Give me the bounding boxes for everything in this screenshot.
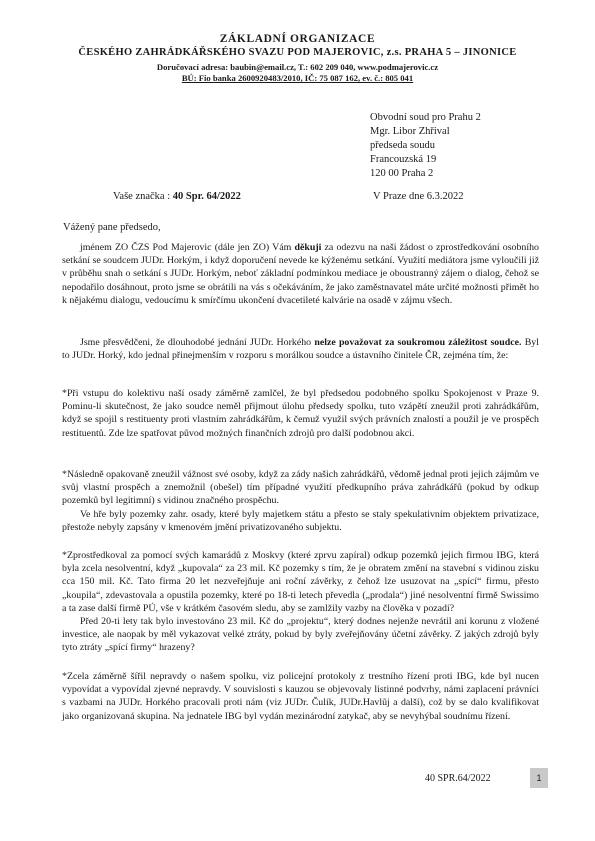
reference-number: Vaše značka : 40 Spr. 64/2022 (113, 191, 241, 202)
page-number: 1 (530, 768, 548, 788)
paragraph-ibg: *Zprostředkoval za pomocí svých kamarádů z Moskvy (které zprvu zapíral) odkup pozemků jejich firmou IBG, která byla zcela nesolventní, když „kupovala“ za 23 mil. Kč pozemky s tím, že je obratem změní na stavební s vidinou zisku cca 150 mil. Kč. Tato firma 20 let nezveřejňuje ani roční závěrky, z čehož lze usuzovat na „spící“ firmu, přesto „koupila“, zdevastovala a opustila pozemky, které po 18-ti letech převedla („prodala“) jiné nesolventní firmě Swissimo a ta zase další firmě PÚ, vše v krátkém časovém sledu, aby se zamlžily vazby na člověka v pozadí? Před 20-ti lety tak bylo investováno 23 mil. Kč do „projektu“, který dodnes nejenže nevrátil ani korunu z vložené investice, ale naopak by měl vykazovat velké ztráty, pokud by byly zveřejňovány účetní závěrky. Z jakých zdrojů byly tyto ztráty „spící firmy“ hrazeny? (62, 550, 539, 654)
salutation: Vážený pane předsedo, (63, 222, 161, 233)
org-name: ČESKÉHO ZAHRÁDKÁŘSKÉHO SVAZU POD MAJEROVIC, z.s. PRAHA 5 – JINONICE (78, 47, 517, 58)
paragraph-thanks: jménem ZO ČZS Pod Majerovic (dále jen ZO) Vám děkuji za odezvu na naši žádost o zprostředkování osobního setkání se soudcem JUDr. Horkým, i když doporučení nevede ke kýženému setkání. Využití mediátora jsme vyloučili již v průběhu snah o setkání s JUDr. Horkým, neboť základní podmínkou mediace je oboustranný zájem o dialog, čehož se nepodařilo dosáhnout, proto jsme se obrátili na vás s očekáváním, že jako zaměstnavatel máte určité možnosti přimět ho k nějakému dialogu, vedoucímu k smírčímu ukončení dvacetileté kalvárie na osadě v zájmu všech. (62, 242, 539, 306)
org-title: ZÁKLADNÍ ORGANIZACE (219, 33, 376, 45)
recipient-line-name: Mgr. Libor Zhřival (370, 126, 450, 137)
recipient-line-city: 120 00 Praha 2 (370, 168, 434, 179)
paragraph-abuse: *Následně opakovaně zneužil vážnost své osoby, když za zády našich zahrádkářů, vědomě jednal proti jejich zájmům ve svůj vlastní prospěch a znemožnil (obešel) tím případné využití předkupního práva zahrádkářů (pokud by odkup pozemků byl legitimní) s vidinou značného prospěchu. Ve hře byly pozemky zahr. osady, které byly majetkem státu a přesto se staly spekulativním objektem privatizace, přestože nebyly zapsány v kmenovém jmění privatizovaného subjektu. (62, 469, 539, 533)
paragraph-falsehoods: *Zcela záměrně šířil nepravdy o našem spolku, viz policejní protokoly z trestního řízení proti IBG, kde byl nucen vypovídat a vypovídal zjevné nepravdy. V souvislosti s kauzou se objevovaly listinné podvrhy, námi zaplacení právníci s vazbami na JUDr. Horkého pracovali proti nám (viz JUDr. Čulík, JUDr.Havlůj a další), což by se dalo kvalifikovat jako organizovaná skupina. Na jednatele IBG byl vydán mezinárodní zatykač, aby se nevyhýbal soudnímu řízení. (62, 671, 539, 722)
recipient-line-street: Francouzská 19 (370, 154, 437, 165)
paragraph-membership: *Při vstupu do kolektivu naší osady záměrně zamlčel, že byl předsedou podobného spolku Spokojenost v Praze 9. Pominu-li skutečnost, že jako soudce neměl přijmout úlohu předsedy spolku, tuto vzápětí zneužil proti zahrádkářům, když se spojil s restituenty proti vlastním zahrádkářům, k čemuž využil svých právních znalostí a použil je ve prospěch restituentů. Zde lze spatřovat původ možných finančních zdrojů pro další podobnou akci. (62, 388, 539, 439)
org-contact: Doručovací adresa: baubin@email.cz, T.: 602 209 040, www.podmajerovic.cz (156, 62, 439, 72)
recipient-line-title: předseda soudu (370, 140, 436, 151)
recipient-line-court: Obvodní soud pro Prahu 2 (370, 112, 481, 123)
paragraph-conviction: Jsme přesvědčeni, že dlouhodobé jednání JUDr. Horkého nelze považovat za soukromou záležitost soudce. Byl to JUDr. Horký, kdo jednal přinejmenším v rozporu s morálkou soudce a ústavního činitele ČR, zejména tím, že: (62, 337, 539, 362)
org-bank-info: BÚ: Fio banka 2600920483/2010, IČ: 75 087 162, ev. č.: 805 041 (181, 73, 414, 83)
footer-reference: 40 SPR.64/2022 (425, 773, 491, 784)
letter-date: V Praze dne 6.3.2022 (373, 191, 464, 202)
